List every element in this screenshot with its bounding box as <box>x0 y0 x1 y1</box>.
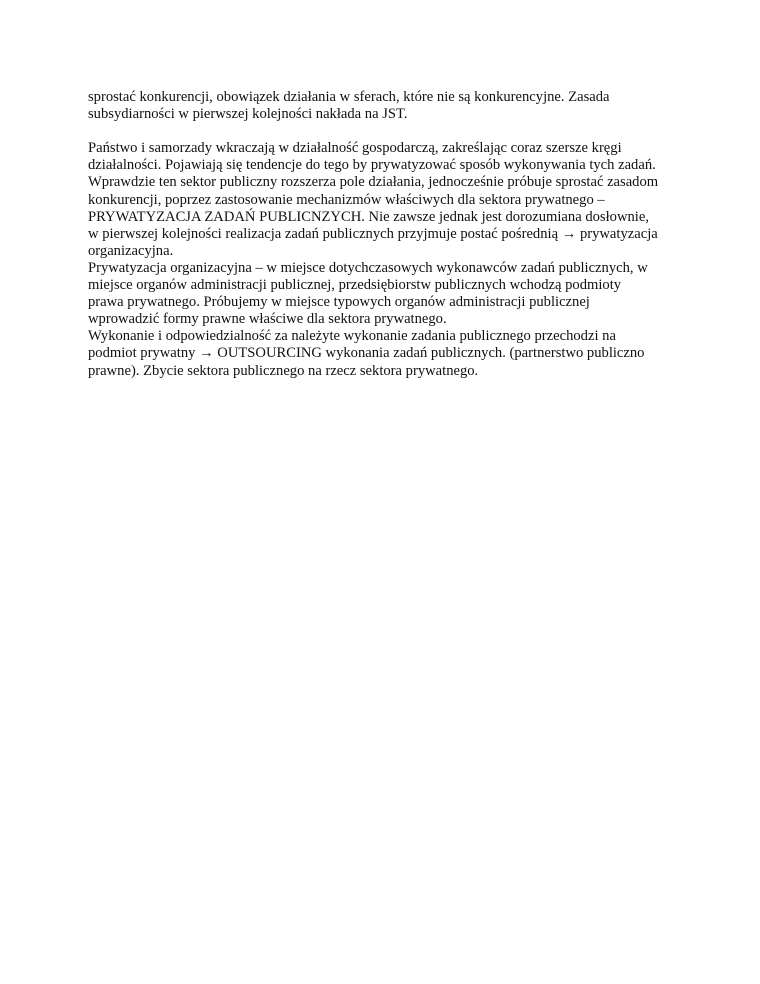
text-line: organizacyjna. <box>88 242 174 259</box>
text-line: Wykonanie i odpowiedzialność za należyte wykonanie zadania publicznego przechodzi na <box>88 328 616 345</box>
document-body <box>88 89 688 380</box>
paragraph-3 <box>88 260 688 328</box>
text-line: podmiot prywatny → OUTSOURCING wykonania zadań publicznych. (partnerstwo publiczno <box>88 345 645 362</box>
paragraph-2 <box>88 140 688 260</box>
paragraph-4 <box>88 328 688 379</box>
text-line: PRYWATYZACJA ZADAŃ PUBLICNZYCH. Nie zawsze jednak jest dorozumiana dosłownie, <box>88 208 649 225</box>
text-line: subsydiarności w pierwszej kolejności nakłada na JST. <box>88 106 408 123</box>
text-line: miejsce organów administracji publicznej, przedsiębiorstw publicznych wchodzą podmioty <box>88 277 622 294</box>
text-line: konkurencji, poprzez zastosowanie mechanizmów właściwych dla sektora prywatnego – <box>88 191 605 208</box>
text-line: wprowadzić formy prawne właściwe dla sektora prywatnego. <box>88 311 447 328</box>
text-line: Wprawdzie ten sektor publiczny rozszerza pole działania, jednocześnie próbuje sprostać zasadom <box>88 174 659 191</box>
text-line: prawne). Zbycie sektora publicznego na rzecz sektora prywatnego. <box>88 362 479 379</box>
paragraph-spacer <box>88 123 688 140</box>
text-line: prawa prywatnego. Próbujemy w miejsce typowych organów administracji publicznej <box>88 294 590 311</box>
paragraph-1 <box>88 89 688 123</box>
text-line: Państwo i samorzady wkraczają w działalność gospodarczą, zakreślając coraz szersze kręgi <box>88 140 622 157</box>
text-line: sprostać konkurencji, obowiązek działania w sferach, które nie są konkurencyjne. Zasada <box>88 89 610 105</box>
text-line: działalności. Pojawiają się tendencje do tego by prywatyzować sposób wykonywania tych zadań. <box>88 157 656 174</box>
text-line: Prywatyzacja organizacyjna – w miejsce dotychczasowych wykonawców zadań publicznych, w <box>88 259 648 276</box>
text-line: w pierwszej kolejności realizacja zadań publicznych przyjmuje postać pośrednią → prywatyzacja <box>88 225 658 242</box>
